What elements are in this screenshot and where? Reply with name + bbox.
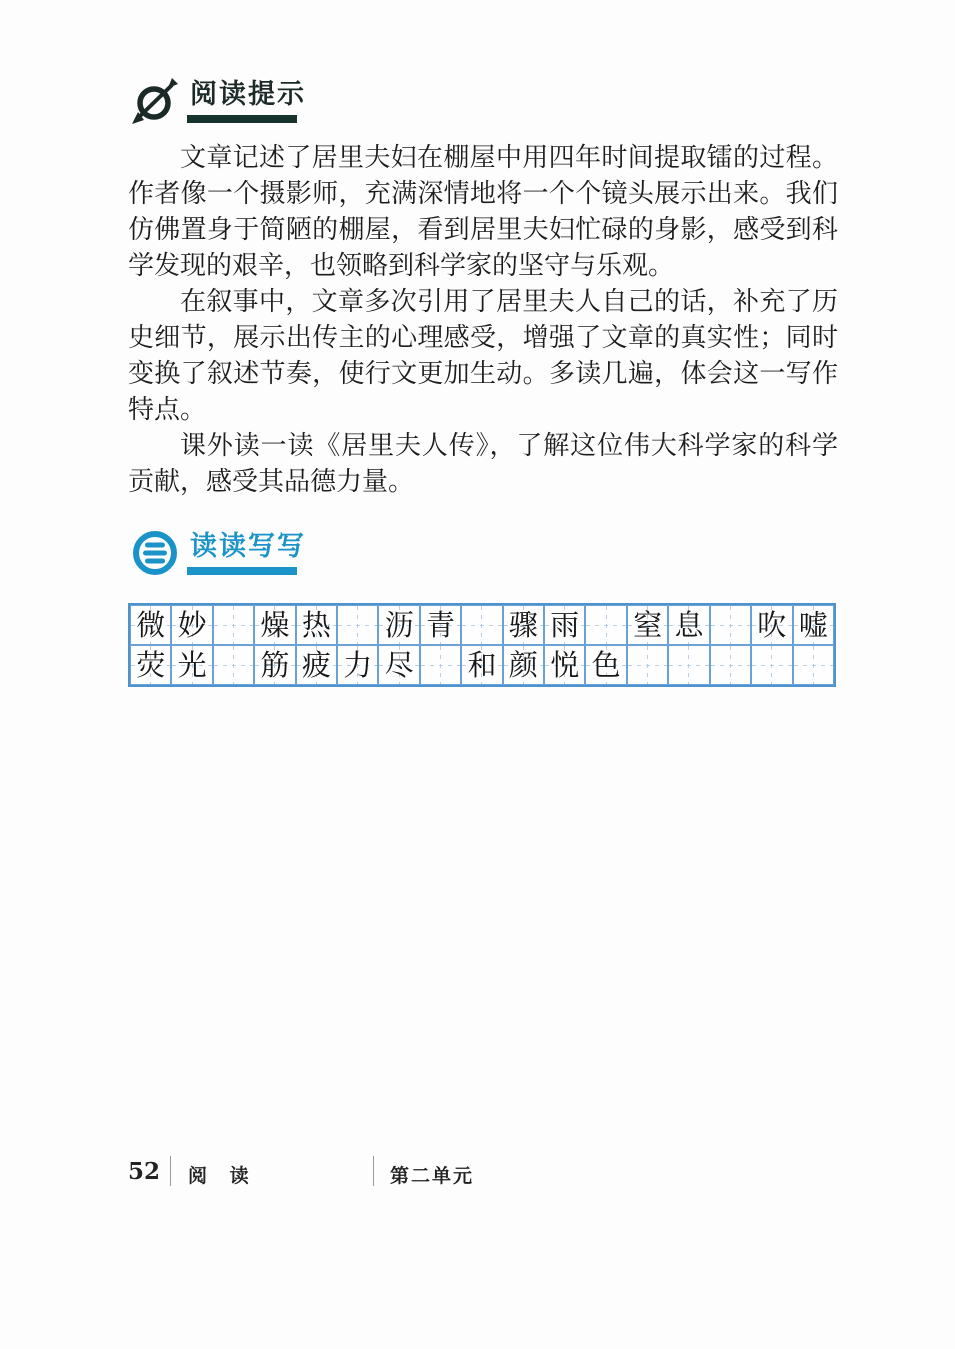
grid-cell-empty	[751, 645, 792, 685]
reading-tip-title: 阅读提示	[190, 79, 306, 110]
grid-cell-char: 吹	[751, 605, 792, 645]
list-circle-icon	[128, 526, 182, 580]
grid-cell-char: 颜	[503, 645, 544, 685]
grid-cell-empty	[337, 605, 378, 645]
footer-section-label: 阅 读	[188, 1165, 257, 1187]
grid-cell-char: 筋	[254, 645, 295, 685]
grid-cell-char: 沥	[378, 605, 419, 645]
vocabulary-grid	[128, 603, 836, 687]
grid-cell-char: 悦	[544, 645, 585, 685]
reading-tip-header	[128, 74, 838, 128]
paragraph: 在叙事中，文章多次引用了居里夫人自己的话，补充了历史细节，展示出传主的心理感受，增强了文章的真实性；同时变换了叙述节奏，使行文更加生动。多读几遍，体会这一写作特点。	[128, 287, 838, 425]
grid-cell-empty	[710, 645, 751, 685]
section-read-write	[128, 526, 838, 687]
grid-cell-empty	[461, 605, 502, 645]
grid-cell-char: 热	[296, 605, 337, 645]
grid-cell-char: 微	[130, 605, 171, 645]
read-write-underline	[187, 567, 297, 575]
footer-divider	[373, 1156, 374, 1186]
grid-cell-empty	[585, 605, 626, 645]
grid-cell-char: 息	[668, 605, 709, 645]
grid-cell-empty	[213, 605, 254, 645]
grid-cell-char: 尽	[378, 645, 419, 685]
page-content	[128, 0, 838, 687]
grid-cell-char: 嘘	[793, 605, 834, 645]
grid-cell-empty	[710, 605, 751, 645]
grid-cell-char: 力	[337, 645, 378, 685]
grid-cell-empty	[793, 645, 834, 685]
read-write-title-wrap	[190, 530, 306, 575]
grid-cell-char: 色	[585, 645, 626, 685]
grid-cell-char: 光	[171, 645, 212, 685]
paragraph: 文章记述了居里夫妇在棚屋中用四年时间提取镭的过程。作者像一个摄影师，充满深情地将一个个镜头展示出来。我们仿佛置身于简陋的棚屋，看到居里夫妇忙碌的身影，感受到科学发现的艰辛，也领略到科学家的坚守与乐观。	[128, 143, 838, 281]
section-reading-tip	[128, 74, 838, 500]
grid-cell-empty	[627, 645, 668, 685]
grid-cell-char: 妙	[171, 605, 212, 645]
grid-row	[130, 645, 834, 685]
reading-tip-paragraphs	[128, 140, 838, 500]
grid-cell-empty	[420, 645, 461, 685]
page-number: 52	[128, 1158, 161, 1185]
grid-cell-empty	[668, 645, 709, 685]
grid-row	[130, 605, 834, 645]
read-write-title: 读读写写	[190, 531, 306, 562]
reading-tip-title-wrap	[190, 78, 306, 123]
grid-cell-char: 荧	[130, 645, 171, 685]
circle-arrow-icon	[128, 74, 182, 128]
grid-cell-char: 青	[420, 605, 461, 645]
footer-unit-label: 第二单元	[390, 1165, 475, 1187]
page-footer	[128, 1158, 838, 1188]
grid-cell-char: 骤	[503, 605, 544, 645]
grid-cell-char: 疲	[296, 645, 337, 685]
grid-cell-char: 燥	[254, 605, 295, 645]
reading-tip-underline	[187, 115, 297, 123]
read-write-header	[128, 526, 838, 580]
grid-cell-char: 窒	[627, 605, 668, 645]
grid-cell-char: 和	[461, 645, 502, 685]
grid-cell-char: 雨	[544, 605, 585, 645]
footer-divider	[170, 1156, 171, 1186]
grid-cell-empty	[213, 645, 254, 685]
paragraph: 课外读一读《居里夫人传》，了解这位伟大科学家的科学贡献，感受其品德力量。	[128, 431, 838, 497]
